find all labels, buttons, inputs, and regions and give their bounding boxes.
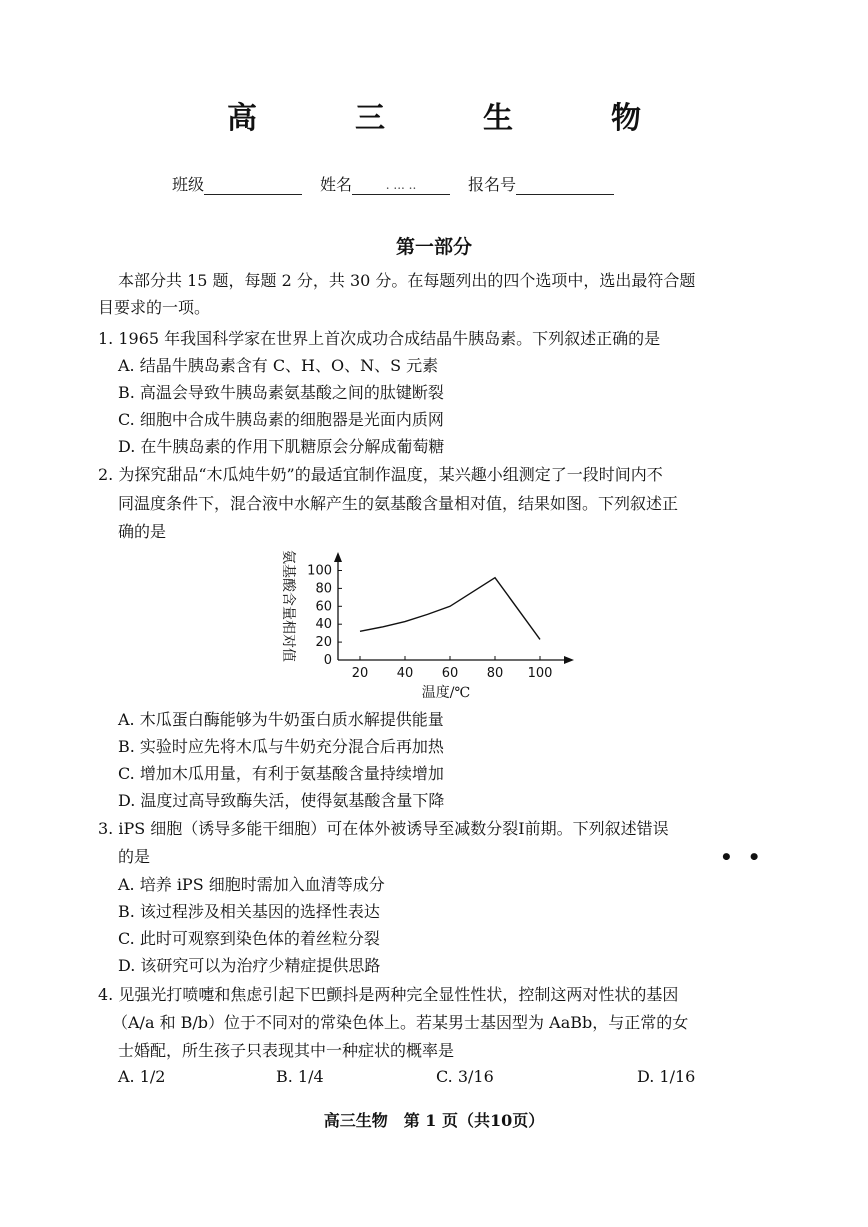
q3-stem-1: 3. iPS 细胞（诱导多能干细胞）可在体外被诱导至减数分裂Ⅰ前期。下列叙述错误: [98, 819, 669, 838]
q2-option-a: A. 木瓜蛋白酶能够为牛奶蛋白质水解提供能量: [118, 710, 444, 729]
name-field: [320, 172, 450, 195]
name-blank: . ... ..: [352, 178, 450, 195]
q2-option-c: C. 增加木瓜用量，有利于氨基酸含量持续增加: [118, 764, 444, 783]
x-axis-label: 温度/℃: [421, 685, 471, 700]
q3-option-b: B. 该过程涉及相关基因的选择性表达: [118, 902, 380, 921]
q1-stem: 1. 1965 年我国科学家在世界上首次成功合成结晶牛胰岛素。下列叙述正确的是: [98, 329, 661, 348]
class-blank: [204, 178, 302, 195]
q1-option-c: C. 细胞中合成牛胰岛素的细胞器是光面内质网: [118, 410, 444, 429]
q3-stem-2: 的是: [118, 847, 151, 866]
exam-no-blank: [516, 178, 614, 195]
emphasis-dots: • •: [720, 845, 765, 869]
q4-stem-2: （A/a 和 B/b）位于不同对的常染色体上。若某男士基因型为 AaBb，与正常的女: [112, 1013, 689, 1032]
y-tick-label: 0: [323, 653, 332, 668]
q4-option-a: A. 1/2: [118, 1067, 166, 1086]
student-info-row: [172, 172, 614, 195]
name-label: 姓名: [320, 175, 353, 194]
q2-stem-2: 同温度条件下，混合液中水解产生的氨基酸含量相对值，结果如图。下列叙述正: [118, 494, 679, 513]
x-tick-label: 80: [486, 666, 504, 681]
q1-option-a: A. 结晶牛胰岛素含有 C、H、O、N、S 元素: [118, 356, 439, 375]
exam-no-field: [468, 172, 614, 195]
q4-stem-1: 4. 见强光打喷嚏和焦虑引起下巴颤抖是两种完全显性性状，控制这两对性状的基因: [98, 985, 679, 1004]
x-axis-arrow: [564, 656, 574, 664]
q2-stem-3: 确的是: [118, 522, 167, 541]
class-label: 班级: [172, 175, 205, 194]
q3-option-c: C. 此时可观察到染色体的着丝粒分裂: [118, 929, 380, 948]
section-title: 第一部分: [395, 236, 472, 258]
y-axis-label: 氨基酸含量相对值: [280, 550, 296, 662]
x-tick-label: 20: [351, 666, 369, 681]
y-tick-label: 80: [315, 581, 332, 597]
exam-no-label: 报名号: [468, 175, 517, 194]
q2-stem-1: 2. 为探究甜品“木瓜炖牛奶”的最适宜制作温度，某兴趣小组测定了一段时间内不: [98, 465, 663, 484]
y-tick-label: 40: [315, 617, 332, 633]
q3-option-d: D. 该研究可以为治疗少精症提供思路: [118, 956, 381, 975]
q2-option-d: D. 温度过高导致酶失活，使得氨基酸含量下降: [118, 791, 445, 810]
q4-option-b: B. 1/4: [276, 1067, 324, 1086]
q2-option-b: B. 实验时应先将木瓜与牛奶充分混合后再加热: [118, 737, 444, 756]
class-field: [172, 172, 302, 195]
q4-stem-3: 士婚配，所生孩子只表现其中一种症状的概率是: [118, 1041, 455, 1060]
x-tick-label: 100: [527, 666, 553, 681]
page-title: 高 三 生 物: [227, 101, 675, 136]
q1-option-d: D. 在牛胰岛素的作用下肌糖原会分解成葡萄糖: [118, 437, 445, 456]
x-tick-label: 40: [396, 666, 414, 681]
amino-acid-chart: [270, 548, 580, 700]
y-tick-label: 20: [315, 635, 332, 651]
intro-line-2: 目要求的一项。: [98, 298, 211, 317]
y-tick-label: 100: [307, 563, 332, 579]
q3-option-a: A. 培养 iPS 细胞时需加入血清等成分: [118, 875, 385, 894]
q1-option-b: B. 高温会导致牛胰岛素氨基酸之间的肽键断裂: [118, 383, 444, 402]
y-tick-label: 60: [315, 599, 332, 615]
x-tick-label: 60: [441, 666, 459, 681]
intro-line-1: 本部分共 15 题，每题 2 分，共 30 分。在每题列出的四个选项中，选出最符合题: [118, 271, 696, 290]
series-line: [360, 578, 540, 640]
page-footer: 高三生物 第 1 页（共10页）: [323, 1111, 545, 1130]
q4-option-d: D. 1/16: [637, 1067, 696, 1086]
y-axis-arrow: [334, 552, 342, 562]
q4-option-c: C. 3/16: [436, 1067, 494, 1086]
